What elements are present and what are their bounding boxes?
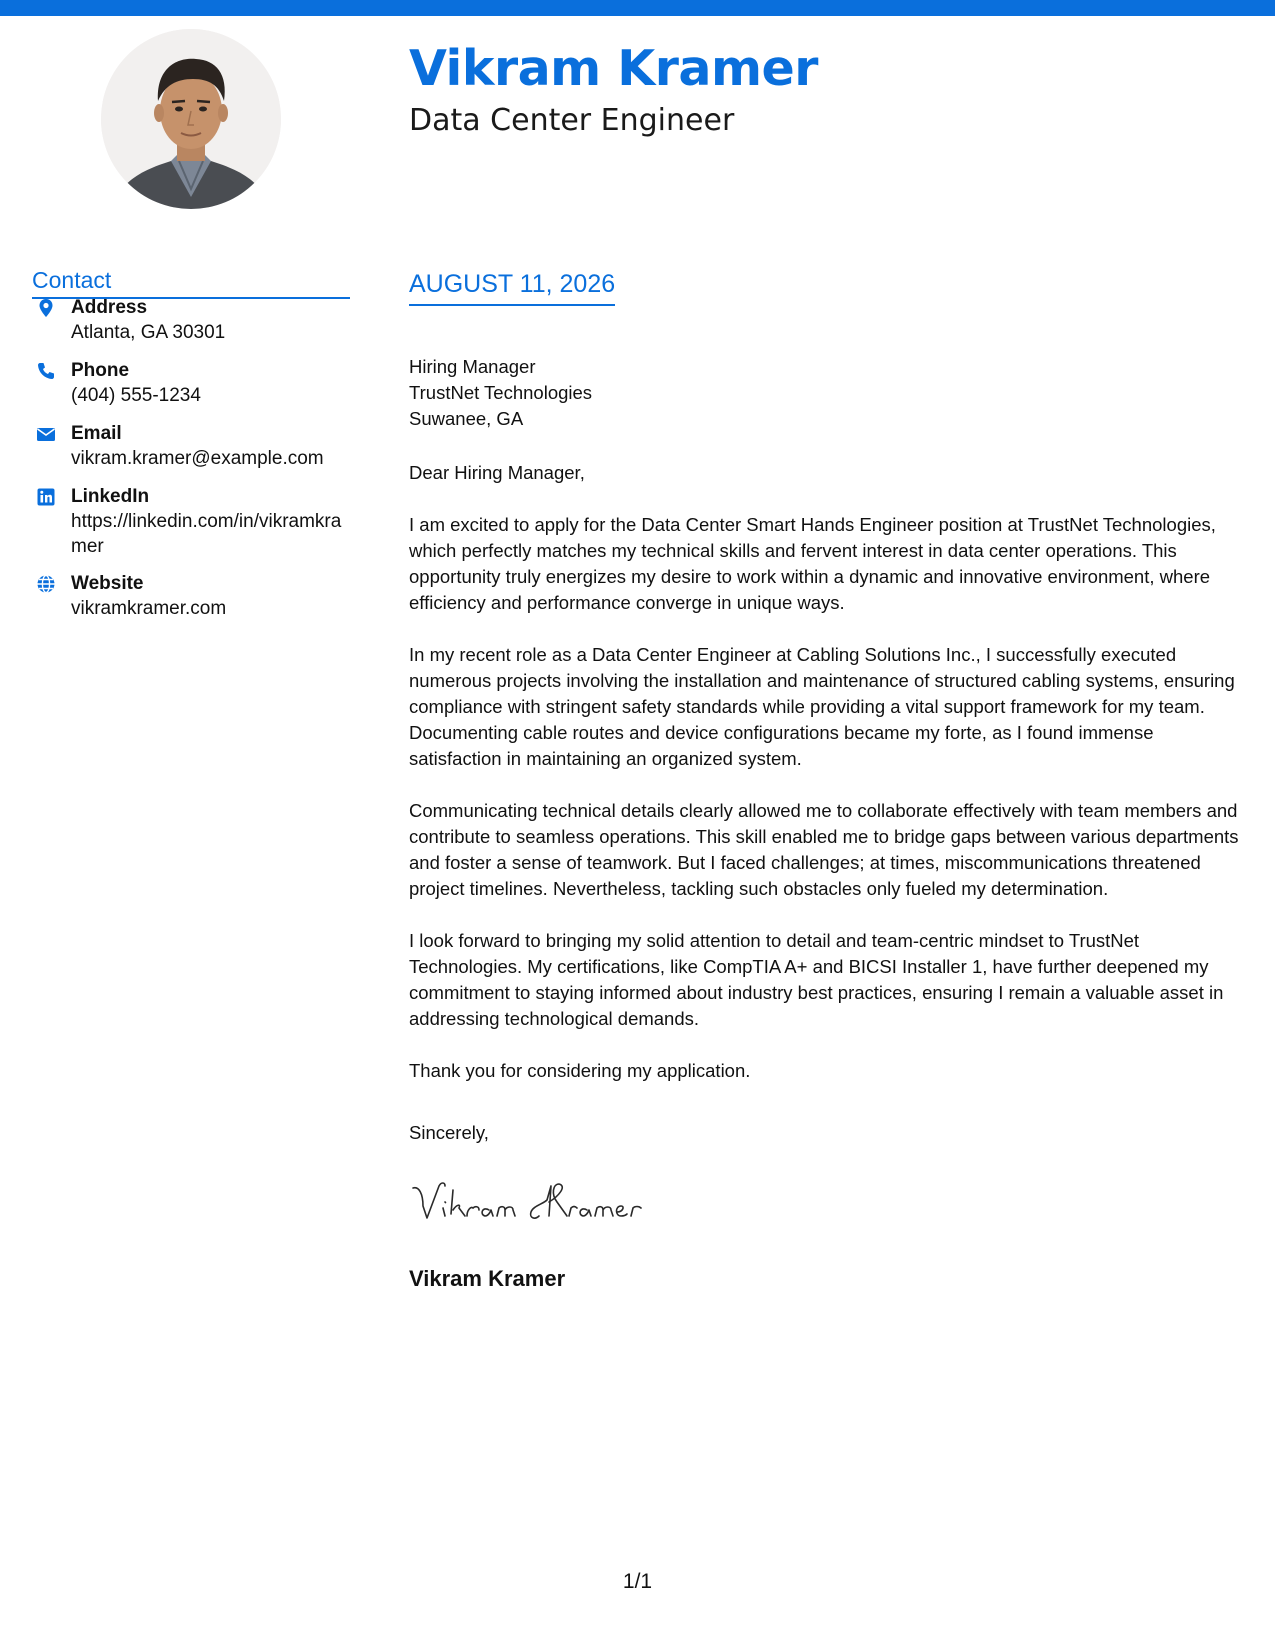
location-pin-icon	[36, 298, 56, 318]
recipient-line: Suwanee, GA	[409, 408, 524, 429]
body-paragraph: Communicating technical details clearly allowed me to collaborate effectively with team members and contribute to seamless operations. This skill enabled me to bridge gaps between various departments and foster a sense of teamwork. But I faced challenges; at times, miscommunications threatened project timelines. Nevertheless, tackling such obstacles only fueled my determination.	[409, 800, 1239, 899]
globe-icon	[36, 574, 56, 594]
job-title: Data Center Engineer	[409, 103, 735, 138]
website-value[interactable]: vikramkramer.com	[71, 598, 227, 619]
contact-label: Address	[71, 297, 148, 318]
email-value[interactable]: vikram.kramer@example.com	[71, 448, 324, 469]
email-icon	[36, 424, 56, 444]
contact-label: Email	[71, 423, 122, 444]
signer-name: Vikram Kramer	[409, 1266, 566, 1291]
applicant-name: Vikram Kramer	[409, 40, 818, 97]
contact-label: Website	[71, 573, 144, 594]
letter-date: AUGUST 11, 2026	[409, 268, 615, 306]
portrait-image	[101, 29, 281, 209]
letter-body	[409, 328, 1249, 1110]
body-paragraph: I look forward to bringing my solid attention to detail and team-centric mindset to TrustNet Technologies. My certifications, like CompTIA A+ and BICSI Installer 1, have further deepened my commitment to staying informed about industry best practices, ensuring I remain a valuable asset in addressing technological demands.	[409, 930, 1224, 1029]
recipient-line: TrustNet Technologies	[409, 382, 593, 403]
closing: Sincerely,	[409, 1122, 489, 1143]
top-accent-bar	[0, 0, 1275, 16]
body-paragraph: Thank you for considering my application.	[409, 1060, 751, 1081]
salutation: Dear Hiring Manager,	[409, 462, 585, 483]
body-paragraph: In my recent role as a Data Center Engineer at Cabling Solutions Inc., I successfully executed numerous projects involving the installation and maintenance of structured cabling systems, ensuring compliance with stringent safety standards while providing a vital support framework for my team. Documenting cable routes and device configurations became my forte, as I found immense satisfaction in maintaining an organized system.	[409, 644, 1235, 769]
address-value: Atlanta, GA 30301	[71, 322, 226, 343]
linkedin-value[interactable]: https://linkedin.com/in/vikramkramer	[71, 511, 342, 557]
body-paragraph: I am excited to apply for the Data Center Smart Hands Engineer position at TrustNet Technologies, which perfectly matches my technical skills and fervent interest in data center operations. This opportunity truly energizes my desire to work within a dynamic and innovative environment, where efficiency and performance converge in unique ways.	[409, 514, 1216, 613]
contact-label: Phone	[71, 360, 130, 381]
contact-label: LinkedIn	[71, 486, 150, 507]
page-number: 1/1	[622, 1570, 653, 1593]
phone-value[interactable]: (404) 555-1234	[71, 385, 201, 406]
phone-icon	[36, 361, 56, 381]
contact-heading: Contact	[32, 265, 350, 299]
recipient-line: Hiring Manager	[409, 356, 536, 377]
linkedin-icon	[36, 487, 56, 507]
handwritten-signature	[409, 1176, 669, 1232]
profile-photo	[101, 29, 281, 209]
